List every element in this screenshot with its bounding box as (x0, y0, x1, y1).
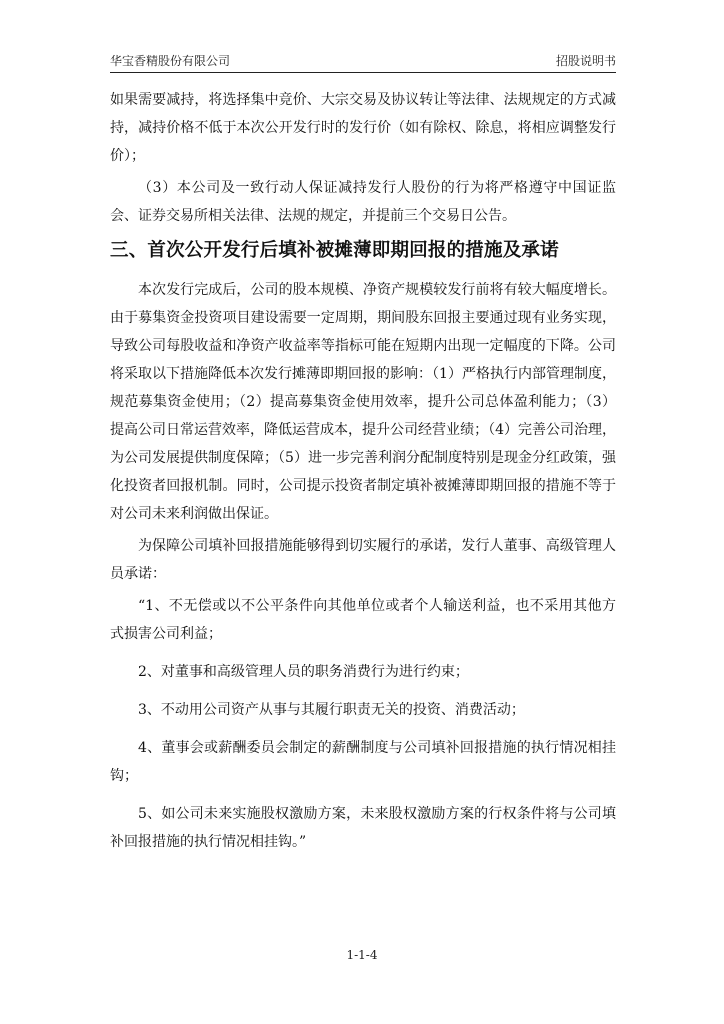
page-header (110, 52, 616, 73)
paragraph-commitment-3: （3）本公司及一致行动人保证减持发行人股份的行为将严格遵守中国证监会、证券交易所相关法律、法规的规定，并提前三个交易日公告。 (110, 180, 616, 224)
page-number: 1-1-4 (346, 948, 378, 962)
paragraph-commitment-intro: 为保障公司填补回报措施能够得到切实履行的承诺，发行人董事、高级管理人员承诺： (110, 538, 616, 582)
document-body (110, 86, 616, 866)
paragraph-measures: 本次发行完成后，公司的股本规模、净资产规模较发行前将有较大幅度增长。由于募集资金投资项目建设需要一定周期，期间股东回报主要通过现有业务实现，导致公司每股收益和净资产收益率等指标可能在短期内出现一定幅度的下降。公司将采取以下措施降低本次发行摊薄即期回报的影响：（1）严格执行内部管理制度，规范募集资金使用；（2）提高募集资金使用效率，提升公司总体盈利能力；（3）提高公司日常运营效率，降低运营成本，提升公司经营业绩；（4）完善公司治理，为公司发展提供制度保障；（5）进一步完善利润分配制度特别是现金分红政策，强化投资者回报机制。同时，公司提示投资者制定填补被摊薄即期回报的措施不等于对公司未来利润做出保证。 (110, 282, 616, 522)
header-company-name: 华宝香精股份有限公司 (110, 54, 231, 68)
commitment-item-5: 5、如公司未来实施股权激励方案，未来股权激励方案的行权条件将与公司填补回报措施的执行情况相挂钩。” (110, 806, 616, 850)
section-heading: 三、首次公开发行后填补被摊薄即期回报的措施及承诺 (110, 240, 559, 261)
commitment-item-3: 3、不动用公司资产从事与其履行职责无关的投资、消费活动； (138, 702, 525, 718)
header-document-type: 招股说明书 (555, 54, 616, 68)
commitment-item-1: “1、不无偿或以不公平条件向其他单位或者个人输送利益，也不采用其他方式损害公司利益； (110, 598, 616, 642)
commitment-item-4: 4、董事会或薪酬委员会制定的薪酬制度与公司填补回报措施的执行情况相挂钩； (110, 740, 616, 784)
paragraph-continuation: 如果需要减持，将选择集中竞价、大宗交易及协议转让等法律、法规规定的方式减持，减持价格不低于本次公开发行时的发行价（如有除权、除息，将相应调整发行价）； (110, 92, 616, 164)
commitment-item-2: 2、对董事和高级管理人员的职务消费行为进行约束； (138, 664, 469, 680)
